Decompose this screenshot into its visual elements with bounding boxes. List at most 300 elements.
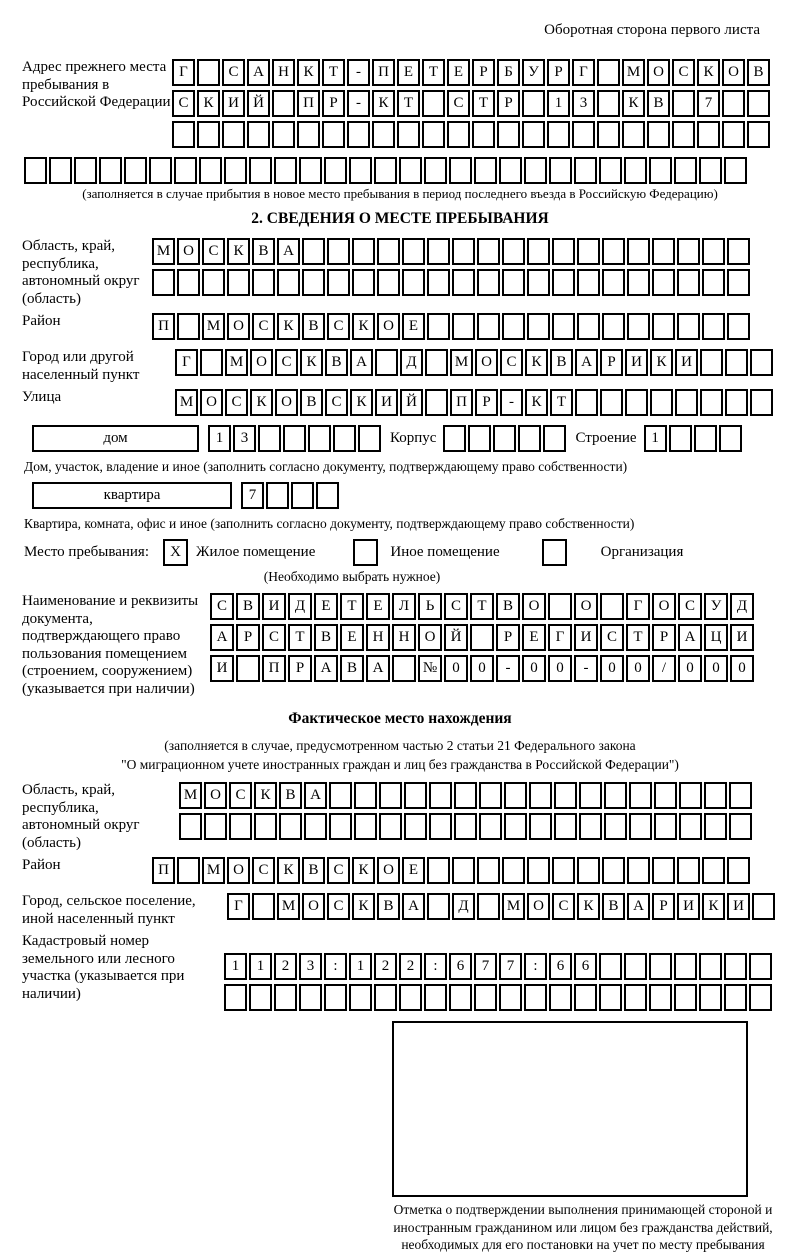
char-box[interactable] [449,984,472,1011]
char-box[interactable]: М [175,389,198,416]
char-box[interactable] [277,269,300,296]
char-box[interactable] [654,782,677,809]
char-box[interactable] [652,269,675,296]
char-box[interactable] [622,121,645,148]
char-box[interactable] [674,984,697,1011]
char-box[interactable] [518,425,541,452]
char-box[interactable] [524,984,547,1011]
char-box[interactable] [579,813,602,840]
char-box[interactable]: В [252,238,275,265]
char-box[interactable] [702,238,725,265]
char-box[interactable]: Н [366,624,390,651]
char-box[interactable] [499,157,522,184]
char-box[interactable] [24,157,47,184]
char-box[interactable]: К [197,90,220,117]
char-box[interactable]: А [350,349,373,376]
char-box[interactable]: В [550,349,573,376]
char-box[interactable] [724,953,747,980]
organization-checkbox[interactable] [542,539,567,566]
char-box[interactable]: О [522,593,546,620]
char-box[interactable] [524,157,547,184]
char-box[interactable] [399,984,422,1011]
char-box[interactable]: 1 [349,953,372,980]
char-box[interactable]: В [300,389,323,416]
char-box[interactable] [677,238,700,265]
char-box[interactable] [722,121,745,148]
char-box[interactable] [697,121,720,148]
char-box[interactable]: У [704,593,728,620]
char-box[interactable] [358,425,381,452]
char-box[interactable] [527,857,550,884]
char-box[interactable]: М [450,349,473,376]
char-box[interactable]: Р [496,624,520,651]
char-box[interactable] [427,313,450,340]
char-box[interactable] [272,121,295,148]
char-box[interactable]: М [502,893,525,920]
char-box[interactable]: К [277,857,300,884]
char-box[interactable] [649,953,672,980]
char-box[interactable]: О [227,313,250,340]
char-box[interactable] [449,157,472,184]
char-box[interactable] [679,813,702,840]
char-box[interactable]: 7 [474,953,497,980]
other-premises-checkbox[interactable] [353,539,378,566]
char-box[interactable] [552,238,575,265]
char-box[interactable]: 0 [522,655,546,682]
char-box[interactable]: О [574,593,598,620]
char-box[interactable]: И [677,893,700,920]
char-box[interactable] [499,984,522,1011]
char-box[interactable] [429,782,452,809]
char-box[interactable]: О [377,857,400,884]
char-box[interactable]: П [152,313,175,340]
char-box[interactable]: А [366,655,390,682]
char-box[interactable] [552,313,575,340]
char-box[interactable]: / [652,655,676,682]
char-box[interactable] [572,121,595,148]
char-box[interactable]: К [577,893,600,920]
char-box[interactable]: М [622,59,645,86]
char-box[interactable]: - [574,655,598,682]
char-box[interactable] [347,121,370,148]
char-box[interactable] [279,813,302,840]
char-box[interactable] [427,893,450,920]
char-box[interactable] [427,857,450,884]
char-box[interactable] [502,313,525,340]
char-box[interactable]: О [227,857,250,884]
residential-checkbox[interactable]: X [163,539,188,566]
char-box[interactable] [672,121,695,148]
char-box[interactable] [652,313,675,340]
char-box[interactable]: А [304,782,327,809]
char-box[interactable] [677,857,700,884]
char-box[interactable] [597,59,620,86]
char-box[interactable]: П [262,655,286,682]
char-box[interactable] [452,857,475,884]
char-box[interactable]: 7 [241,482,264,509]
char-box[interactable]: 0 [704,655,728,682]
char-box[interactable]: К [702,893,725,920]
char-box[interactable]: Т [470,593,494,620]
char-box[interactable] [354,782,377,809]
char-box[interactable] [529,813,552,840]
char-box[interactable]: С [225,389,248,416]
char-box[interactable] [327,238,350,265]
char-box[interactable] [352,238,375,265]
char-box[interactable]: В [302,313,325,340]
char-box[interactable] [291,482,314,509]
char-box[interactable] [274,157,297,184]
char-box[interactable] [600,593,624,620]
char-box[interactable]: Р [475,389,498,416]
char-box[interactable] [202,269,225,296]
char-box[interactable] [152,269,175,296]
char-box[interactable] [602,238,625,265]
char-box[interactable] [604,813,627,840]
char-box[interactable] [699,157,722,184]
char-box[interactable]: К [254,782,277,809]
char-box[interactable]: Д [452,893,475,920]
char-box[interactable] [477,238,500,265]
char-box[interactable] [308,425,331,452]
char-box[interactable] [472,121,495,148]
char-box[interactable] [375,349,398,376]
char-box[interactable] [677,269,700,296]
char-box[interactable]: 1 [547,90,570,117]
char-box[interactable]: Д [400,349,423,376]
char-box[interactable]: 1 [224,953,247,980]
char-box[interactable] [397,121,420,148]
char-box[interactable] [493,425,516,452]
char-box[interactable] [327,269,350,296]
char-box[interactable] [224,157,247,184]
char-box[interactable]: К [697,59,720,86]
char-box[interactable] [266,482,289,509]
char-box[interactable] [399,157,422,184]
char-box[interactable] [404,782,427,809]
char-box[interactable] [577,269,600,296]
char-box[interactable]: Т [472,90,495,117]
char-box[interactable] [529,782,552,809]
char-box[interactable] [477,313,500,340]
char-box[interactable] [477,269,500,296]
char-box[interactable] [197,121,220,148]
char-box[interactable]: Е [402,857,425,884]
char-box[interactable]: В [325,349,348,376]
char-box[interactable]: С [444,593,468,620]
char-box[interactable] [522,90,545,117]
char-box[interactable]: Е [366,593,390,620]
char-box[interactable]: Р [288,655,312,682]
char-box[interactable] [647,121,670,148]
char-box[interactable]: К [227,238,250,265]
char-box[interactable] [554,813,577,840]
char-box[interactable] [579,782,602,809]
char-box[interactable] [352,269,375,296]
char-box[interactable] [669,425,692,452]
char-box[interactable]: Г [572,59,595,86]
char-box[interactable]: - [347,90,370,117]
char-box[interactable]: Т [340,593,364,620]
char-box[interactable] [702,857,725,884]
char-box[interactable] [574,157,597,184]
char-box[interactable]: М [225,349,248,376]
char-box[interactable] [725,389,748,416]
char-box[interactable] [349,984,372,1011]
char-box[interactable] [177,857,200,884]
char-box[interactable] [602,313,625,340]
char-box[interactable]: Р [600,349,623,376]
char-box[interactable]: Е [447,59,470,86]
char-box[interactable] [527,269,550,296]
char-box[interactable] [254,813,277,840]
char-box[interactable]: - [496,655,520,682]
char-box[interactable]: О [647,59,670,86]
char-box[interactable] [599,157,622,184]
char-box[interactable]: К [300,349,323,376]
char-box[interactable]: Р [547,59,570,86]
char-box[interactable] [719,425,742,452]
char-box[interactable] [374,157,397,184]
char-box[interactable] [477,857,500,884]
char-box[interactable]: Р [652,624,676,651]
char-box[interactable]: С [672,59,695,86]
char-box[interactable] [422,121,445,148]
char-box[interactable] [672,90,695,117]
char-box[interactable]: С [275,349,298,376]
char-box[interactable] [204,813,227,840]
char-box[interactable] [747,90,770,117]
char-box[interactable]: Г [227,893,250,920]
char-box[interactable] [575,389,598,416]
char-box[interactable]: Г [548,624,572,651]
char-box[interactable] [477,893,500,920]
char-box[interactable] [329,813,352,840]
char-box[interactable]: Б [497,59,520,86]
char-box[interactable]: О [302,893,325,920]
char-box[interactable] [377,238,400,265]
char-box[interactable] [677,313,700,340]
char-box[interactable] [227,269,250,296]
char-box[interactable] [402,238,425,265]
char-box[interactable]: Г [175,349,198,376]
char-box[interactable]: С [172,90,195,117]
char-box[interactable]: 0 [470,655,494,682]
char-box[interactable] [422,90,445,117]
char-box[interactable]: Й [247,90,270,117]
char-box[interactable] [174,157,197,184]
char-box[interactable]: О [377,313,400,340]
char-box[interactable]: И [262,593,286,620]
char-box[interactable] [324,984,347,1011]
char-box[interactable]: Т [322,59,345,86]
char-box[interactable]: Р [322,90,345,117]
char-box[interactable] [374,984,397,1011]
char-box[interactable] [392,655,416,682]
char-box[interactable]: С [552,893,575,920]
char-box[interactable]: И [574,624,598,651]
char-box[interactable] [283,425,306,452]
char-box[interactable]: Н [272,59,295,86]
char-box[interactable] [654,813,677,840]
char-box[interactable]: С [447,90,470,117]
char-box[interactable]: 6 [574,953,597,980]
char-box[interactable]: В [377,893,400,920]
char-box[interactable]: В [236,593,260,620]
char-box[interactable] [674,953,697,980]
char-box[interactable]: С [678,593,702,620]
char-box[interactable]: Е [314,593,338,620]
char-box[interactable] [302,238,325,265]
char-box[interactable] [727,238,750,265]
char-box[interactable] [574,984,597,1011]
char-box[interactable]: В [279,782,302,809]
char-box[interactable] [272,90,295,117]
char-box[interactable]: № [418,655,442,682]
house-type-field[interactable]: дом [32,425,199,452]
char-box[interactable] [452,269,475,296]
char-box[interactable] [543,425,566,452]
char-box[interactable] [502,857,525,884]
char-box[interactable]: С [229,782,252,809]
char-box[interactable] [302,269,325,296]
char-box[interactable] [379,813,402,840]
char-box[interactable] [404,813,427,840]
char-box[interactable]: С [327,313,350,340]
char-box[interactable] [700,389,723,416]
char-box[interactable]: И [727,893,750,920]
char-box[interactable] [425,389,448,416]
char-box[interactable] [725,349,748,376]
char-box[interactable]: Д [730,593,754,620]
char-box[interactable] [377,269,400,296]
char-box[interactable]: В [602,893,625,920]
char-box[interactable] [627,857,650,884]
char-box[interactable]: В [302,857,325,884]
char-box[interactable] [474,984,497,1011]
char-box[interactable]: О [652,593,676,620]
char-box[interactable] [629,813,652,840]
char-box[interactable] [504,813,527,840]
char-box[interactable]: : [324,953,347,980]
char-box[interactable]: И [675,349,698,376]
char-box[interactable] [599,953,622,980]
char-box[interactable]: О [177,238,200,265]
char-box[interactable]: - [500,389,523,416]
char-box[interactable]: К [297,59,320,86]
char-box[interactable]: К [650,349,673,376]
char-box[interactable] [627,313,650,340]
char-box[interactable] [502,269,525,296]
char-box[interactable] [727,269,750,296]
char-box[interactable] [597,90,620,117]
char-box[interactable]: С [325,389,348,416]
char-box[interactable]: О [475,349,498,376]
char-box[interactable]: С [252,313,275,340]
char-box[interactable] [452,313,475,340]
char-box[interactable] [552,857,575,884]
char-box[interactable]: 0 [626,655,650,682]
char-box[interactable]: Т [288,624,312,651]
char-box[interactable] [299,157,322,184]
char-box[interactable]: И [210,655,234,682]
char-box[interactable] [333,425,356,452]
char-box[interactable]: С [252,857,275,884]
char-box[interactable] [699,953,722,980]
char-box[interactable] [679,782,702,809]
char-box[interactable]: В [747,59,770,86]
char-box[interactable]: О [204,782,227,809]
char-box[interactable] [197,59,220,86]
char-box[interactable] [424,157,447,184]
char-box[interactable] [424,984,447,1011]
char-box[interactable] [747,121,770,148]
char-box[interactable]: С [222,59,245,86]
char-box[interactable] [452,238,475,265]
char-box[interactable] [527,238,550,265]
char-box[interactable]: К [352,893,375,920]
char-box[interactable]: 7 [697,90,720,117]
char-box[interactable] [649,984,672,1011]
char-box[interactable]: : [524,953,547,980]
char-box[interactable] [274,984,297,1011]
char-box[interactable]: А [314,655,338,682]
char-box[interactable] [304,813,327,840]
char-box[interactable] [324,157,347,184]
char-box[interactable] [99,157,122,184]
char-box[interactable] [602,857,625,884]
char-box[interactable]: 3 [299,953,322,980]
char-box[interactable]: 2 [274,953,297,980]
char-box[interactable] [474,157,497,184]
char-box[interactable] [229,813,252,840]
char-box[interactable]: К [352,857,375,884]
char-box[interactable]: М [152,238,175,265]
char-box[interactable]: А [575,349,598,376]
char-box[interactable]: К [372,90,395,117]
char-box[interactable] [179,813,202,840]
char-box[interactable] [372,121,395,148]
char-box[interactable] [599,984,622,1011]
char-box[interactable]: 3 [572,90,595,117]
char-box[interactable]: Й [400,389,423,416]
char-box[interactable] [749,984,772,1011]
char-box[interactable]: И [222,90,245,117]
char-box[interactable] [299,984,322,1011]
char-box[interactable] [652,238,675,265]
char-box[interactable] [675,389,698,416]
char-box[interactable] [443,425,466,452]
char-box[interactable] [750,349,773,376]
char-box[interactable]: Л [392,593,416,620]
char-box[interactable] [724,157,747,184]
char-box[interactable] [329,782,352,809]
char-box[interactable] [224,984,247,1011]
char-box[interactable]: М [179,782,202,809]
char-box[interactable] [700,349,723,376]
char-box[interactable] [699,984,722,1011]
char-box[interactable]: В [647,90,670,117]
char-box[interactable] [548,593,572,620]
char-box[interactable] [454,813,477,840]
char-box[interactable]: С [262,624,286,651]
char-box[interactable]: 2 [374,953,397,980]
char-box[interactable] [704,782,727,809]
char-box[interactable]: 1 [644,425,667,452]
char-box[interactable]: Г [626,593,650,620]
char-box[interactable] [454,782,477,809]
char-box[interactable] [322,121,345,148]
